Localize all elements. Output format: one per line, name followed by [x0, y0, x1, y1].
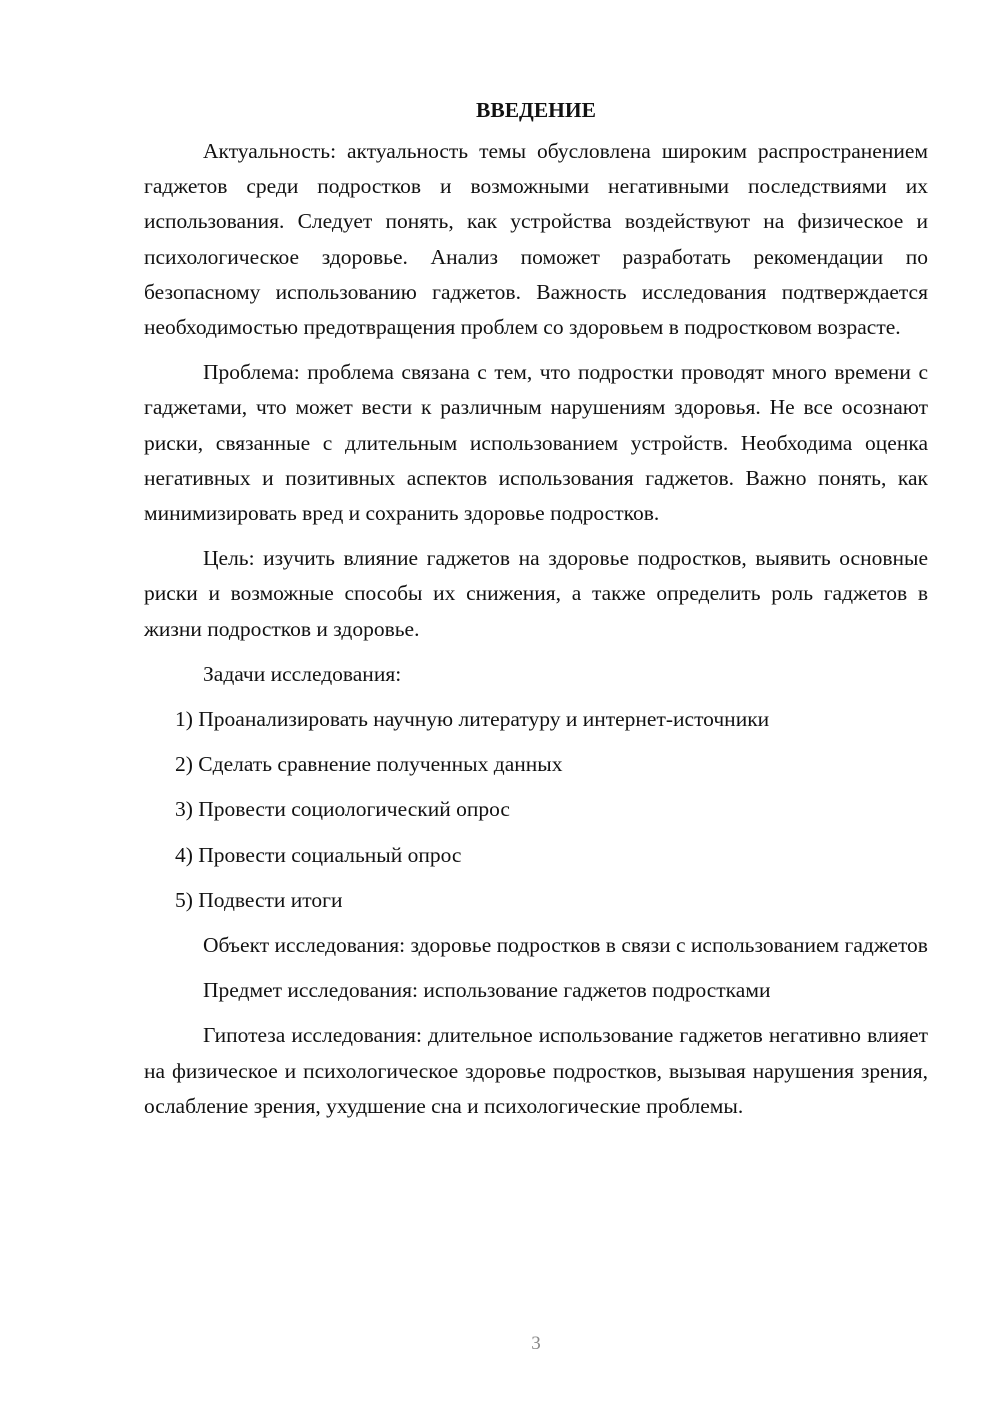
task-item: 2) Сделать сравнение полученных данных [175, 752, 563, 777]
relevance-paragraph: Актуальность: актуальность темы обусловлена широким распространением гаджетов среди подростков и возможными негативными последствиями их использования. Следует понять, как устройства воздействуют на физическое и психологическое здоровье. Анализ поможет разработать рекомендации по безопасному использованию гаджетов. Важность исследования подтверждается необходимостью предотвращения проблем со здоровьем в подростковом возрасте. [144, 139, 928, 340]
task-item: 1) Проанализировать научную литературу и интернет-источники [175, 707, 770, 732]
section-heading: ВВЕДЕНИЕ [476, 98, 596, 122]
subject-paragraph: Предмет исследования: использование гаджетов подростками [203, 978, 771, 1003]
page-number: 3 [531, 1333, 541, 1354]
task-item: 3) Провести социологический опрос [175, 797, 510, 822]
tasks-list [144, 702, 928, 918]
object-paragraph: Объект исследования: здоровье подростков в связи с использованием гаджетов [203, 933, 928, 958]
task-item: 5) Подвести итоги [175, 887, 343, 912]
hypothesis-paragraph: Гипотеза исследования: длительное использование гаджетов негативно влияет на физическое и психологическое здоровье подростков, вызывая нарушения зрения, ослабление зрения, ухудшение сна и психологические проблемы. [144, 1023, 928, 1118]
document-body [144, 93, 928, 1134]
task-item: 4) Провести социальный опрос [175, 842, 462, 867]
tasks-title: Задачи исследования: [203, 661, 402, 686]
goal-paragraph: Цель: изучить влияние гаджетов на здоровье подростков, выявить основные риски и возможные способы их снижения, а также определить роль гаджетов в жизни подростков и здоровье. [144, 546, 928, 641]
problem-paragraph: Проблема: проблема связана с тем, что подростки проводят много времени с гаджетами, что может вести к различным нарушениям здоровья. Не все осознают риски, связанные с длительным использованием устройств. Необходима оценка негативных и позитивных аспектов использования гаджетов. Важно понять, как минимизировать вред и сохранить здоровье подростков. [144, 360, 928, 526]
